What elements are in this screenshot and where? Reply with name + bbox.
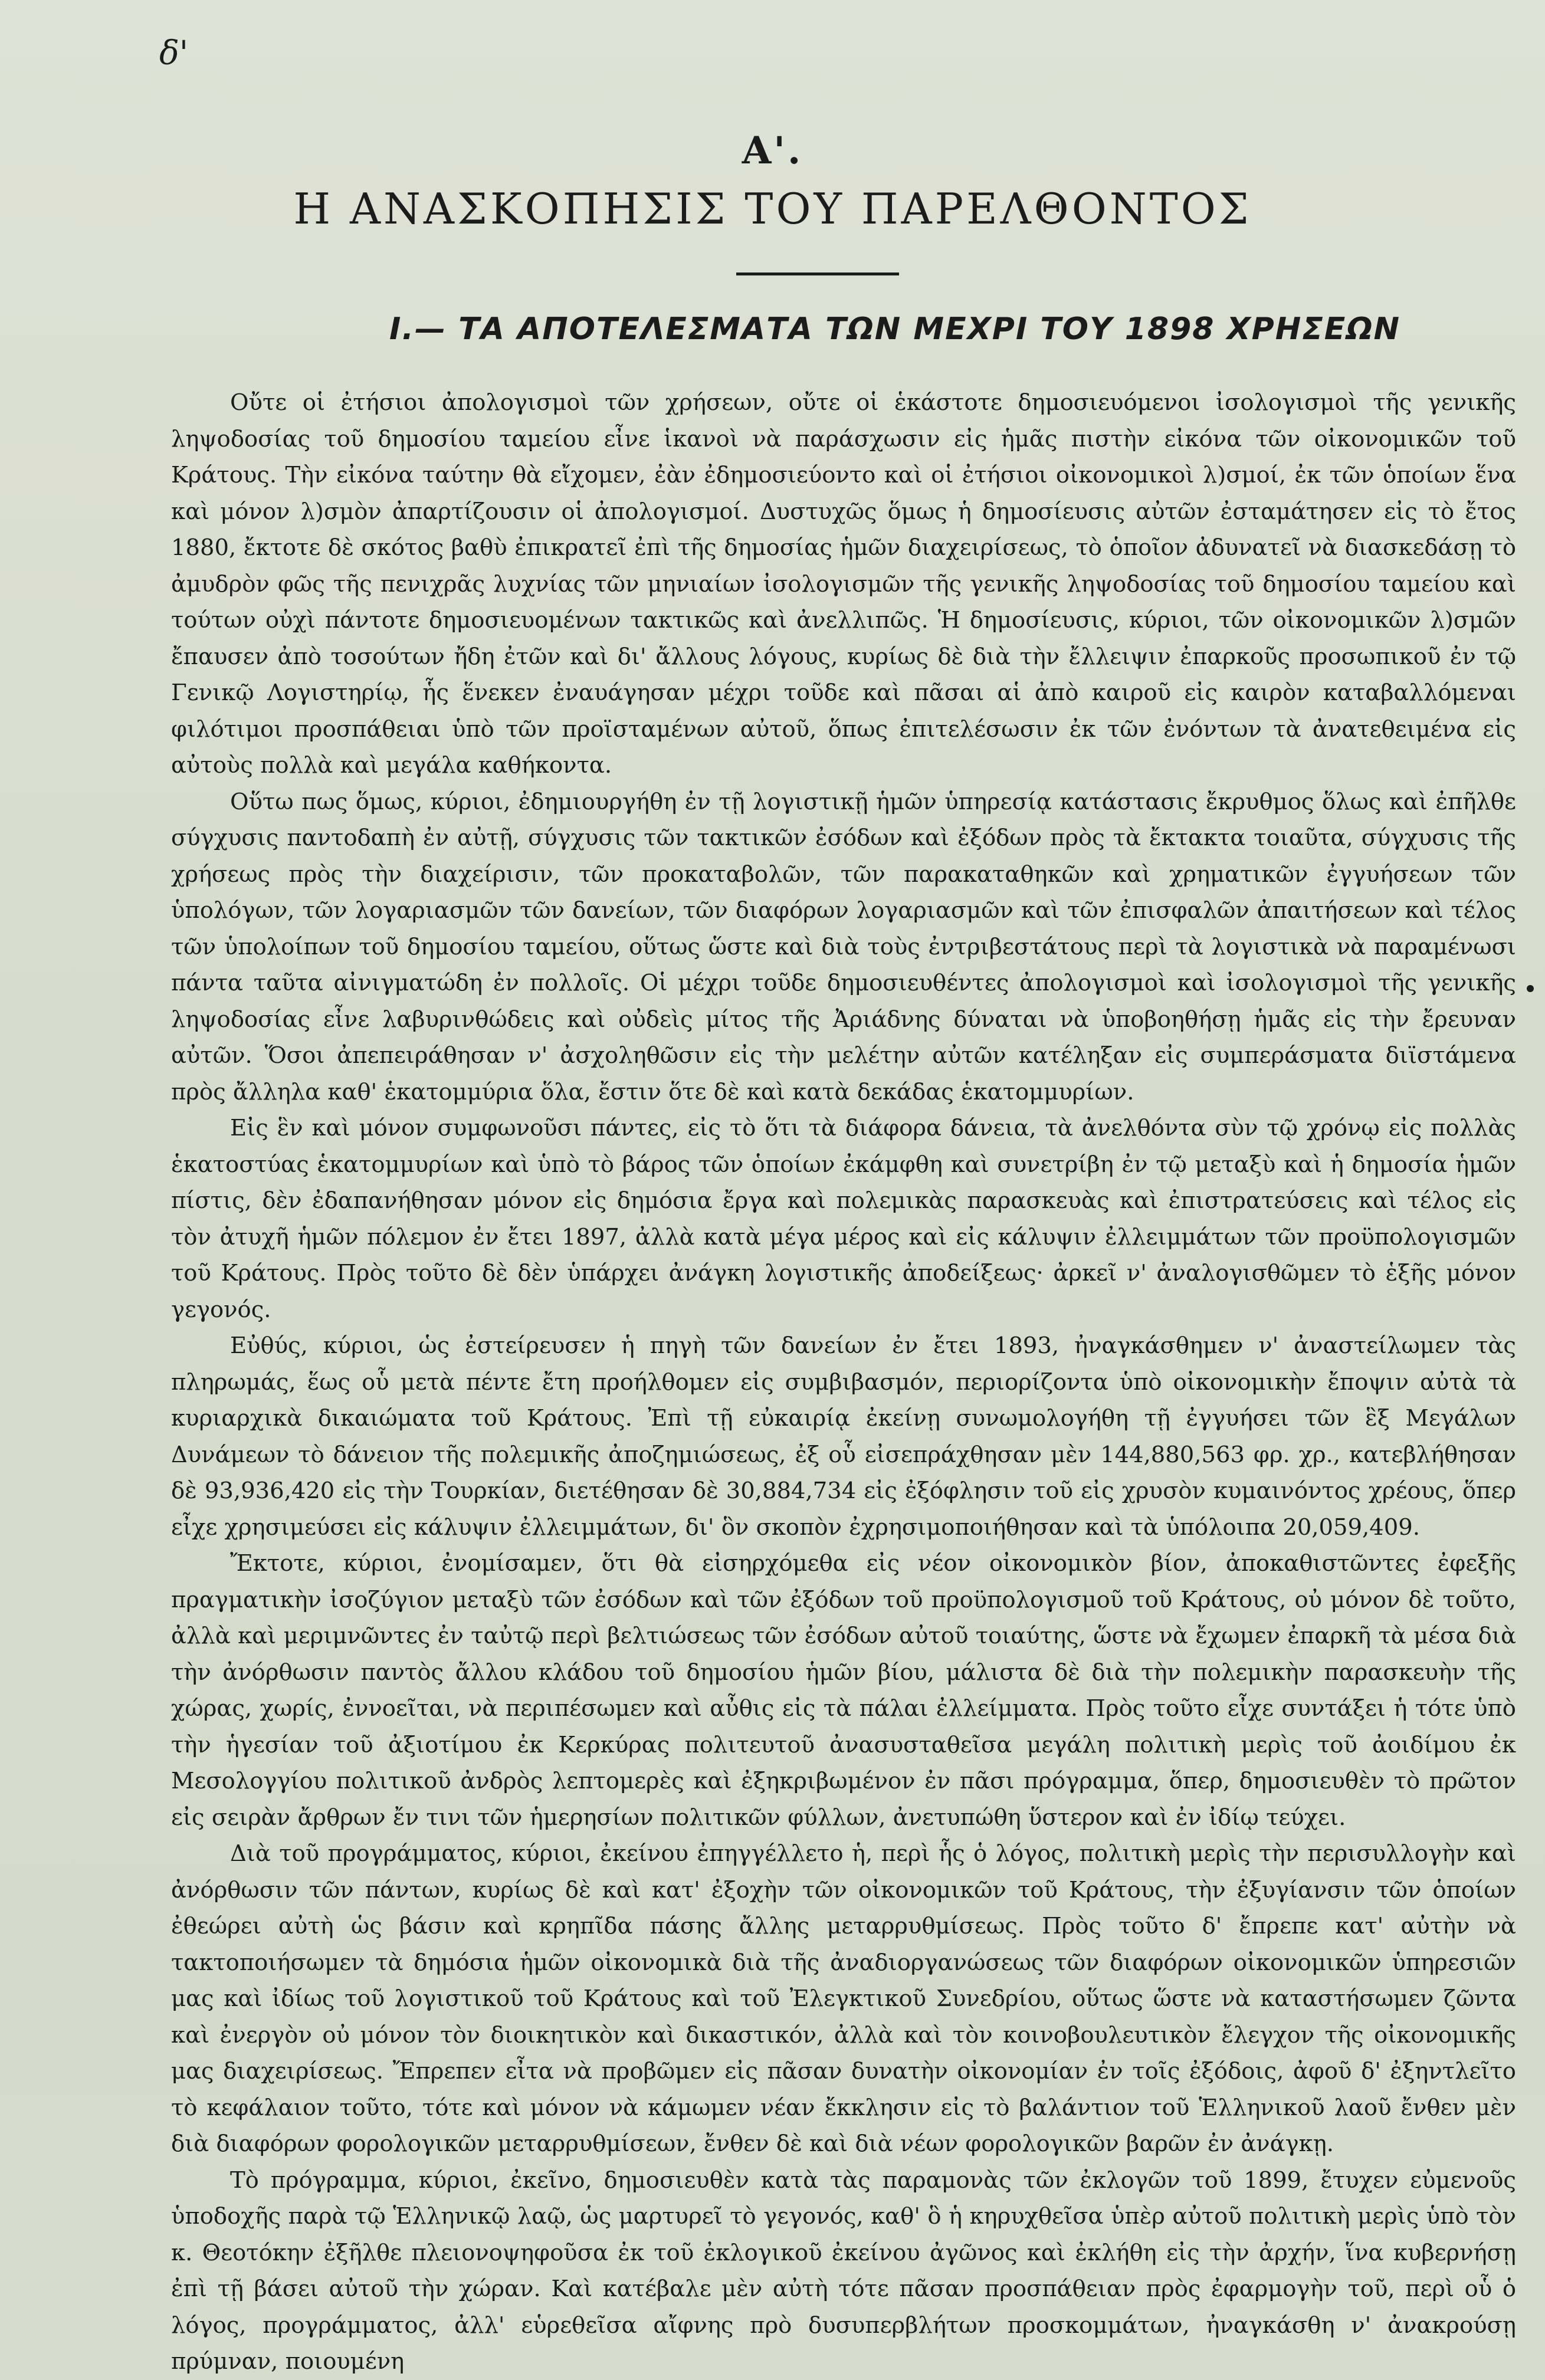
page-number: δ'	[159, 34, 189, 73]
paragraph: Εὐθύς, κύριοι, ὡς ἐστείρευσεν ἡ πηγὴ τῶν δανείων ἐν ἔτει 1893, ἠναγκάσθημεν ν' ἀναστείλωμεν τὰς πληρωμάς, ἕως οὗ μετὰ πέντε ἔτη προήλθομεν εἰς συμβιβασμόν, περιορίζοντα ὑπὸ οἰκονομικὴν ἔποψιν αὐτὰ τὰ κυριαρχικὰ δικαιώματα τοῦ Κράτους. Ἐπὶ τῇ εὐκαιρίᾳ ἐκείνῃ συνωμολογήθη τῇ ἐγγυήσει τῶν ἓξ Μεγάλων Δυνάμεων τὸ δάνειον τῆς πολεμικῆς ἀποζημιώσεως, ἐξ οὗ εἰσεπράχθησαν μὲν 144,880,563 φρ. χρ., κατεβλήθησαν δὲ 93,936,420 εἰς τὴν Τουρκίαν, διετέθησαν δὲ 30,884,734 εἰς ἐξόφλησιν τοῦ εἰς χρυσὸν κυμαινόντος χρέους, ὅπερ εἶχε χρησιμεύσει εἰς κάλυψιν ἐλλειμμάτων, δι' ὃν σκοπὸν ἐχρησιμοποιήθησαν καὶ τὰ ὑπόλοιπα 20,059,409.	[171, 1332, 1516, 1541]
margin-dot-mark	[1527, 985, 1534, 992]
paragraph: Διὰ τοῦ προγράμματος, κύριοι, ἐκείνου ἐπηγγέλλετο ἡ, περὶ ἧς ὁ λόγος, πολιτικὴ μερὶς τὴν περισυλλογὴν καὶ ἀνόρθωσιν τῶν πάντων, κυρίως δὲ καὶ κατ' ἐξοχὴν τῶν οἰκονομικῶν τοῦ Κράτους, τὴν ἐξυγίανσιν τῶν ὁποίων ἐθεώρει αὐτὴ ὡς βάσιν καὶ κρηπῖδα πάσης ἄλλης μεταρρυθμίσεως. Πρὸς τοῦτο δ' ἔπρεπε κατ' αὐτὴν νὰ τακτοποιήσωμεν τὰ δημόσια ἡμῶν οἰκονομικὰ διὰ τῆς ἀναδιοργανώσεως τῶν διαφόρων οἰκονομικῶν ὑπηρεσιῶν μας καὶ ἰδίως τοῦ λογιστικοῦ τοῦ Κράτους καὶ τοῦ Ἐλεγκτικοῦ Συνεδρίου, οὕτως ὥστε νὰ καταστήσωμεν ζῶντα καὶ ἐνεργὸν οὐ μόνον τὸν διοικητικὸν καὶ δικαστικόν, ἀλλὰ καὶ τὸν κοινοβουλευτικὸν ἔλεγχον τῆς οἰκονομικῆς μας διαχειρίσεως. Ἔπρεπεν εἶτα νὰ προβῶμεν εἰς πᾶσαν δυνατὴν οἰκονομίαν ἐν τοῖς ἐξόδοις, ἀφοῦ δ' ἐξηντλεῖτο τὸ κεφάλαιον τοῦτο, τότε καὶ μόνον νὰ κάμωμεν νέαν ἔκκλησιν εἰς τὸ βαλάντιον τοῦ Ἑλληνικοῦ λαοῦ ἔνθεν μὲν διὰ διαφόρων φορολογικῶν μεταρρυθμίσεων, ἔνθεν δὲ καὶ διὰ νέων φορολογικῶν βαρῶν ἐν ἀνάγκῃ.	[171, 1840, 1516, 2157]
paragraph: Τὸ πρόγραμμα, κύριοι, ἐκεῖνο, δημοσιευθὲν κατὰ τὰς παραμονὰς τῶν ἐκλογῶν τοῦ 1899, ἔτυχεν εὐμενοῦς ὑποδοχῆς παρὰ τῷ Ἑλληνικῷ λαῷ, ὡς μαρτυρεῖ τὸ γεγονός, καθ' ὃ ἡ κηρυχθεῖσα ὑπὲρ αὐτοῦ πολιτικὴ μερὶς ὑπὸ τὸν κ. Θεοτόκην ἐξῆλθε πλειονοψηφοῦσα ἐκ τοῦ ἐκλογικοῦ ἐκείνου ἀγῶνος καὶ ἐκλήθη εἰς τὴν ἀρχήν, ἵνα κυβερνήσῃ ἐπὶ τῇ βάσει αὐτοῦ τὴν χώραν. Καὶ κατέβαλε μὲν αὐτὴ τότε πᾶσαν προσπάθειαν πρὸς ἐφαρμογὴν τοῦ, περὶ οὗ ὁ λόγος, προγράμματος, ἀλλ' εὑρεθεῖσα αἴφνης πρὸ δυσυπερβλήτων προσκομμάτων, ἠναγκάσθη ν' ἀνακρούσῃ πρύμναν, ποιουμένη	[171, 2166, 1516, 2375]
paragraph: Εἰς ἓν καὶ μόνον συμφωνοῦσι πάντες, εἰς τὸ ὅτι τὰ διάφορα δάνεια, τὰ ἀνελθόντα σὺν τῷ χρόνῳ εἰς πολλὰς ἑκατοστύας ἑκατομμυρίων καὶ ὑπὸ τὸ βάρος τῶν ὁποίων ἐκάμφθη καὶ συνετρίβη ἐν τῷ μεταξὺ καὶ ἡ δημοσία ἡμῶν πίστις, δὲν ἐδαπανήθησαν μόνον εἰς δημόσια ἔργα καὶ πολεμικὰς παρασκευὰς καὶ ἐπιστρατεύσεις καὶ τέλος εἰς τὸν ἀτυχῆ ἡμῶν πόλεμον ἐν ἔτει 1897, ἀλλὰ κατὰ μέγα μέρος καὶ εἰς κάλυψιν ἐλλειμμάτων τῶν προϋπολογισμῶν τοῦ Κράτους. Πρὸς τοῦτο δὲ δὲν ὑπάρχει ἀνάγκη λογιστικῆς ἀποδείξεως· ἀρκεῖ ν' ἀναλογισθῶμεν τὸ ἑξῆς μόνον γεγονός.	[171, 1115, 1516, 1323]
paragraph: Ἔκτοτε, κύριοι, ἐνομίσαμεν, ὅτι θὰ εἰσηρχόμεθα εἰς νέον οἰκονομικὸν βίον, ἀποκαθιστῶντες ἐφεξῆς πραγματικὴν ἰσοζύγιον μεταξὺ τῶν ἐσόδων καὶ τῶν ἐξόδων τοῦ προϋπολογισμοῦ τοῦ Κράτους, οὐ μόνον δὲ τοῦτο, ἀλλὰ καὶ μεριμνῶντες ἐν ταὐτῷ περὶ βελτιώσεως τῶν ἐσόδων αὐτοῦ τοιαύτης, ὥστε νὰ ἔχωμεν ἐπαρκῆ τὰ μέσα διὰ τὴν ἀνόρθωσιν παντὸς ἄλλου κλάδου τοῦ δημοσίου ἡμῶν βίου, μάλιστα δὲ διὰ τὴν πολεμικὴν παρασκευὴν τῆς χώρας, χωρίς, ἐννοεῖται, νὰ περιπέσωμεν καὶ αὖθις εἰς τὰ πάλαι ἐλλείμματα. Πρὸς τοῦτο εἶχε συντάξει ἡ τότε ὑπὸ τὴν ἡγεσίαν τοῦ ἀξιοτίμου ἐκ Κερκύρας πολιτευτοῦ ἀνασυσταθεῖσα μεγάλη πολιτικὴ μερὶς τοῦ ἀοιδίμου ἐκ Μεσολογγίου πολιτικοῦ ἀνδρὸς λεπτομερὲς καὶ ἐξηκριβωμένον ἐν πᾶσι πρόγραμμα, ὅπερ, δημοσιευθὲν τὸ πρῶτον εἰς σειρὰν ἄρθρων ἔν τινι τῶν ἡμερησίων πολιτικῶν φύλλων, ἀνετυπώθη ὕστερον καὶ ἐν ἰδίῳ τεύχει.	[171, 1550, 1516, 1831]
title-divider	[736, 273, 899, 275]
section-letter: Α'.	[742, 129, 803, 173]
body-text	[171, 385, 1516, 2380]
paragraph: Οὔτε οἱ ἐτήσιοι ἀπολογισμοὶ τῶν χρήσεων, οὔτε οἱ ἑκάστοτε δημοσιευόμενοι ἰσολογισμοὶ τῆς γενικῆς ληψοδοσίας τοῦ δημοσίου ταμείου εἶνε ἱκανοὶ νὰ παράσχωσιν εἰς ἡμᾶς πιστὴν εἰκόνα τῶν οἰκονομικῶν τοῦ Κράτους. Τὴν εἰκόνα ταύτην θὰ εἴχομεν, ἐὰν ἐδημοσιεύοντο καὶ οἱ ἐτήσιοι οἰκονομικοὶ λ)σμοί, ἐκ τῶν ὁποίων ἕνα καὶ μόνον λ)σμὸν ἀπαρτίζουσιν οἱ ἀπολογισμοί. Δυστυχῶς ὅμως ἡ δημοσίευσις αὐτῶν ἐσταμάτησεν εἰς τὸ ἔτος 1880, ἔκτοτε δὲ σκότος βαθὺ ἐπικρατεῖ ἐπὶ τῆς δημοσίας ἡμῶν διαχειρίσεως, τὸ ὁποῖον ἀδυνατεῖ νὰ διασκεδάσῃ τὸ ἀμυδρὸν φῶς τῆς πενιχρᾶς λυχνίας τῶν μηνιαίων ἰσολογισμῶν τῆς γενικῆς ληψοδοσίας τοῦ δημοσίου ταμείου καὶ τούτων οὐχὶ πάντοτε δημοσιευομένων τακτικῶς καὶ ἀνελλιπῶς. Ἡ δημοσίευσις, κύριοι, τῶν οἰκονομικῶν λ)σμῶν ἔπαυσεν ἀπὸ τοσούτων ἤδη ἐτῶν καὶ δι' ἄλλους λόγους, κυρίως δὲ διὰ τὴν ἔλλειψιν ἐπαρκοῦς προσωπικοῦ ἐν τῷ Γενικῷ Λογιστηρίῳ, ἧς ἕνεκεν ἐναυάγησαν μέχρι τοῦδε καὶ πᾶσαι αἱ ἀπὸ καιροῦ εἰς καιρὸν καταβαλλόμεναι φιλότιμοι προσπάθειαι ὑπὸ τῶν προϊσταμένων αὐτοῦ, ὅπως ἐπιτελέσωσιν ἐκ τῶν ἐνόντων τὰ ἀνατεθειμένα εἰς αὐτοὺς πολλὰ καὶ μεγάλα καθήκοντα.	[171, 389, 1516, 779]
page-title: Η ΑΝΑΣΚΟΠΗΣΙΣ ΤΟΥ ΠΑΡΕΛΘΟΝΤΟΣ	[293, 184, 1252, 234]
section-subtitle: I.— ΤΑ ΑΠΟΤΕΛΕΣΜΑΤΑ ΤΩΝ ΜΕΧΡΙ ΤΟΥ 1898 ΧΡΗΣΕΩΝ	[389, 311, 1401, 347]
paragraph: Οὕτω πως ὅμως, κύριοι, ἐδημιουργήθη ἐν τῇ λογιστικῇ ἡμῶν ὑπηρεσίᾳ κατάστασις ἔκρυθμος ὅλως καὶ ἐπῆλθε σύγχυσις παντοδαπὴ ἐν αὐτῇ, σύγχυσις τῶν τακτικῶν ἐσόδων καὶ ἐξόδων πρὸς τὰ ἔκτακτα τοιαῦτα, σύγχυσις τῆς χρήσεως πρὸς τὴν διαχείρισιν, τῶν προκαταβολῶν, τῶν παρακαταθηκῶν καὶ χρηματικῶν ἐγγυήσεων τῶν ὑπολόγων, τῶν λογαριασμῶν τῶν δανείων, τῶν διαφόρων λογαριασμῶν καὶ τῶν ἐπισφαλῶν ἀπαιτήσεων καὶ τέλος τῶν ὑπολοίπων τοῦ δημοσίου ταμείου, οὕτως ὥστε καὶ διὰ τοὺς ἐντριβεστάτους περὶ τὰ λογιστικὰ νὰ παραμένωσι πάντα ταῦτα αἰνιγματώδη ἐν πολλοῖς. Οἱ μέχρι τοῦδε δημοσιευθέντες ἀπολογισμοὶ καὶ ἰσολογισμοὶ τῆς γενικῆς ληψοδοσίας εἶνε λαβυρινθώδεις καὶ οὐδεὶς μίτος τῆς Ἀριάδνης δύναται νὰ ὑποβοηθήσῃ ἡμᾶς εἰς τὴν ἔρευναν αὐτῶν. Ὅσοι ἀπεπειράθησαν ν' ἀσχοληθῶσιν εἰς τὴν μελέτην αὐτῶν κατέληξαν εἰς συμπεράσματα διϊστάμενα πρὸς ἄλληλα καθ' ἑκατομμύρια ὅλα, ἔστιν ὅτε δὲ καὶ κατὰ δεκάδας ἑκατομμυρίων.	[171, 788, 1516, 1105]
